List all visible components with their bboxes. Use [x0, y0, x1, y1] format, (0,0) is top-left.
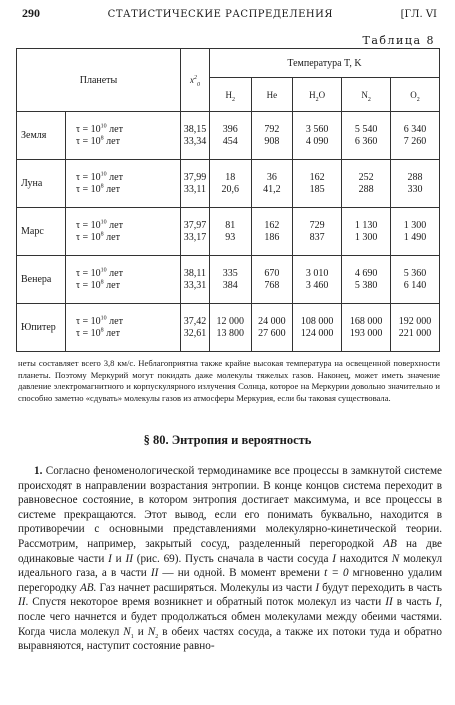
temperature-cell: 6 340 7 260 — [391, 112, 440, 160]
running-title: СТАТИСТИЧЕСКИЕ РАСПРЕДЕЛЕНИЯ — [107, 9, 333, 20]
temperature-cell: 1 300 1 490 — [391, 208, 440, 256]
footnote-text: неты составляет всего 3,8 км/с. Неблагоприятна также крайне высокая температура на освещенной поверхности планеты. Поэтому Меркурий могут покидать даже молекулы тяжелых газов. Наконец, может иметь значение давление электромагнитного и корпускулярного излучения Солнца, которое на Меркурии довольно значительно и способно заметно «сдувать» молекулы газов из атмосферы Меркурия, если бы таковая существовала. — [18, 358, 440, 403]
x-value-cell: 38,11 33,31 — [181, 256, 210, 304]
tau-cell: $\tau = 10^{10}$ лет $\tau = 10^8$ лет — [66, 304, 181, 352]
body-paragraph: 1. Согласно феноменологической термодинамике все процессы в замкнутой системе происходят в направлении возрастания энтропии. В конце концов система переходит в равновесное состояние, в котором энтропия достигает максимума, и все процессы в системе прекращаются. Этот вывод, если его понимать буквально, находится в противоречии с основными представлениями молекулярно-кинетической теории. Рассмотрим, например, закрытый сосуд, разделенный перегородкой AB на две одинаковые части I и II (рис. 69). Пусть сначала в части сосуда I находится N молекул идеального газа, а в части II — ни одной. В момент времени t = 0 мгновенно удалим перегородку AB. Газ начнет расширяться. Молекулы из части I будут переходить в часть II. Спустя некоторое время возникнет и обратный поток молекул из части II в часть I, после чего начнется и будет продолжаться обмен молекулами между обеими частями. Когда числа молекул $N_1$ и $N_2$ в обеих частях сосуда, а также их потоки туда и обратно выравняются, наступит состояние равно- — [18, 465, 443, 653]
header-planets: Планеты — [17, 49, 181, 112]
x-value-cell: 37,97 33,17 — [181, 208, 210, 256]
temperature-cell: 5 360 6 140 — [391, 256, 440, 304]
planet-name: Луна — [17, 160, 66, 208]
temperature-cell: 3 010 3 460 — [293, 256, 342, 304]
temperature-cell: 4 690 5 380 — [342, 256, 391, 304]
planet-name: Марс — [17, 208, 66, 256]
tau-cell: $\tau = 10^{10}$ лет $\tau = 10^8$ лет — [66, 208, 181, 256]
temperature-cell: 108 000 124 000 — [293, 304, 342, 352]
temperature-cell: 729 837 — [293, 208, 342, 256]
tau-cell: $\tau = 10^{10}$ лет $\tau = 10^8$ лет — [66, 112, 181, 160]
table-row — [17, 160, 440, 208]
section-heading: § 80. Энтропия и вероятность — [143, 433, 312, 447]
header-x: $x^2_0$ — [181, 49, 210, 112]
temperature-cell: 168 000 193 000 — [342, 304, 391, 352]
gas-header: $N_2$ — [342, 78, 391, 112]
gas-header: $O_2$ — [391, 78, 440, 112]
temperature-cell: 288 330 — [391, 160, 440, 208]
temperature-cell: 335 384 — [210, 256, 252, 304]
temperature-cell: 1 130 1 300 — [342, 208, 391, 256]
paragraph-number: 1. — [34, 465, 43, 477]
table-row — [17, 112, 440, 160]
tau-cell: $\tau = 10^{10}$ лет $\tau = 10^8$ лет — [66, 160, 181, 208]
temperature-cell: 12 000 13 800 — [210, 304, 252, 352]
temperature-cell: 81 93 — [210, 208, 252, 256]
gas-header: $H_2$ — [210, 78, 252, 112]
temperature-cell: 5 540 6 360 — [342, 112, 391, 160]
temperature-cell: 670 768 — [251, 256, 293, 304]
temperature-cell: 3 560 4 090 — [293, 112, 342, 160]
planet-name: Юпитер — [17, 304, 66, 352]
page-number: 290 — [22, 6, 40, 20]
x-value-cell: 37,42 32,61 — [181, 304, 210, 352]
temperature-cell: 18 20,6 — [210, 160, 252, 208]
chapter-marker: [ГЛ. VI — [400, 9, 437, 20]
planet-name: Венера — [17, 256, 66, 304]
x-value-cell: 38,15 33,34 — [181, 112, 210, 160]
atmosphere-table — [16, 48, 440, 352]
temperature-cell: 792 908 — [251, 112, 293, 160]
temperature-cell: 192 000 221 000 — [391, 304, 440, 352]
gas-header: $H_2O$ — [293, 78, 342, 112]
table-row — [17, 256, 440, 304]
temperature-cell: 24 000 27 600 — [251, 304, 293, 352]
gas-header: He — [251, 78, 293, 112]
table-row — [17, 304, 440, 352]
tau-cell: $\tau = 10^{10}$ лет $\tau = 10^8$ лет — [66, 256, 181, 304]
temperature-cell: 162 186 — [251, 208, 293, 256]
temperature-cell: 36 41,2 — [251, 160, 293, 208]
temperature-cell: 252 288 — [342, 160, 391, 208]
x-value-cell: 37,99 33,11 — [181, 160, 210, 208]
table-caption: Таблица 8 — [362, 34, 435, 47]
header-temperature: Температура T, K — [210, 49, 440, 78]
running-head — [22, 6, 437, 21]
temperature-cell: 162 185 — [293, 160, 342, 208]
table-row — [17, 208, 440, 256]
temperature-cell: 396 454 — [210, 112, 252, 160]
planet-name: Земля — [17, 112, 66, 160]
